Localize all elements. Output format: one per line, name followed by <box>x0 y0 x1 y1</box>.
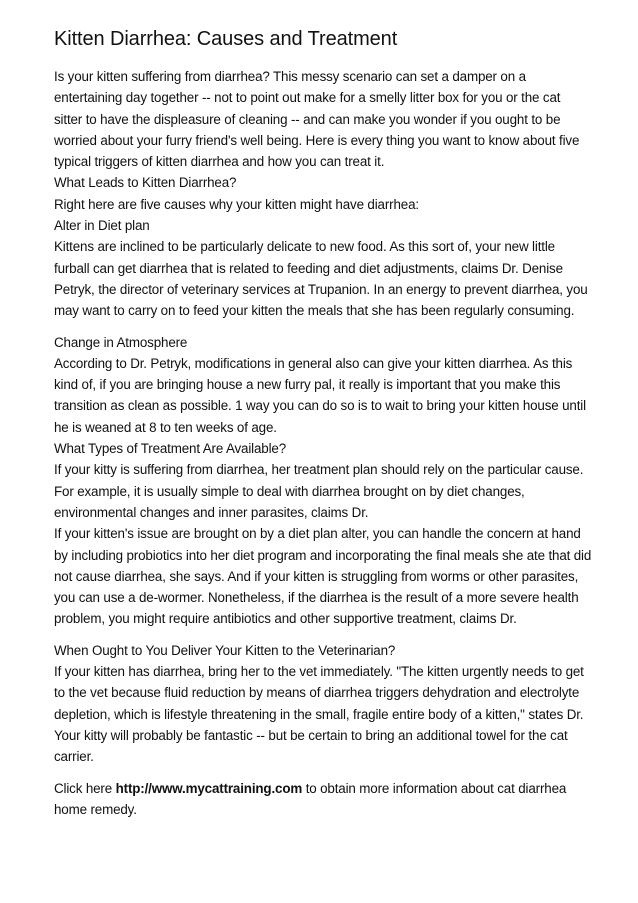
text-line: kind of, if you are bringing house a new furry pal, it really is important that you make this <box>54 377 561 393</box>
text-line: Petryk, the director of veterinary services at Trupanion. In an energy to prevent diarrhea, you <box>54 281 588 297</box>
section-heading: What Types of Treatment Are Available? <box>54 441 286 457</box>
text-line: worried about your furry friend's well being. Here is every thing you want to know about five <box>54 132 580 148</box>
text-line: environmental changes and inner parasites, claims Dr. <box>54 504 369 520</box>
paragraph-block-3 <box>54 640 599 768</box>
text-line: furball can get diarrhea that is related to feeding and diet adjustments, claims Dr. Denise <box>54 260 563 276</box>
paragraph-block-2 <box>54 332 599 630</box>
closing-prefix: Click here <box>54 780 116 796</box>
text-line: you can use a de-wormer. Nonetheless, if the diarrhea is the result of a more severe health <box>54 590 579 606</box>
text-line: If your kitten's issue are brought on by a diet plan alter, you can handle the concern at hand <box>54 526 581 542</box>
text-line: carrier. <box>54 749 94 765</box>
section-heading: Alter in Diet plan <box>54 218 150 234</box>
text-line: entertaining day together -- not to point out make for a smelly litter box for you or the cat <box>54 90 561 106</box>
closing-line <box>54 778 599 799</box>
text-line: Right here are five causes why your kitten might have diarrhea: <box>54 196 419 212</box>
section-heading: When Ought to You Deliver Your Kitten to the Veterinarian? <box>54 642 396 658</box>
text-line: Is your kitten suffering from diarrhea? This messy scenario can set a damper on a <box>54 69 526 84</box>
closing-suffix: to obtain more information about cat diarrhea <box>302 780 567 796</box>
text-line: by including probiotics into her diet program and incorporating the final meals she ate that did <box>54 547 592 563</box>
paragraph-block-1 <box>54 66 599 322</box>
text-line: typical triggers of kitten diarrhea and how you can treat it. <box>54 154 385 170</box>
text-line: If your kitty is suffering from diarrhea, her treatment plan should rely on the particular cause. <box>54 462 584 478</box>
section-heading: What Leads to Kitten Diarrhea? <box>54 175 237 191</box>
text-line: sitter to have the displeasure of cleaning -- and can make you wonder if you ought to be <box>54 111 561 127</box>
text-line: If your kitten has diarrhea, bring her to the vet immediately. "The kitten urgently needs to get <box>54 664 584 680</box>
text-line: may want to carry on to feed your kitten the meals that she has been regularly consuming. <box>54 303 575 319</box>
text-line: depletion, which is lifestyle threatening in the small, fragile entire body of a kitten," states Dr. <box>54 706 584 722</box>
text-line: Kittens are inclined to be particularly delicate to new food. As this sort of, your new little <box>54 239 555 255</box>
text-line: transition as clean as possible. 1 way you can do so is to wait to bring your kitten house until <box>54 398 586 414</box>
section-heading: Change in Atmosphere <box>54 334 188 350</box>
closing-paragraph <box>54 778 599 821</box>
paragraph-gap <box>54 322 599 332</box>
text-line: Your kitty will probably be fantastic -- but be certain to bring an additional towel for the cat <box>54 727 568 743</box>
text-line: he is weaned at 8 to ten weeks of age. <box>54 419 277 435</box>
paragraph-gap <box>54 768 599 778</box>
text-line: According to Dr. Petryk, modifications in general also can give your kitten diarrhea. As this <box>54 355 573 371</box>
article-body <box>54 66 599 820</box>
document-title: Kitten Diarrhea: Causes and Treatment <box>54 28 398 50</box>
text-line: problem, you might require antibiotics and other supportive treatment, claims Dr. <box>54 611 517 627</box>
text-line: not cause diarrhea, she says. And if your kitten is struggling from worms or other parasites, <box>54 568 579 584</box>
text-line: home remedy. <box>54 801 137 817</box>
paragraph-gap <box>54 630 599 640</box>
text-line: For example, it is usually simple to deal with diarrhea brought on by diet changes, <box>54 483 525 499</box>
cat-training-link[interactable]: http://www.mycattraining.com <box>115 780 303 796</box>
text-line: to the vet because fluid reduction by means of diarrhea triggers dehydration and electrolyte <box>54 685 580 701</box>
